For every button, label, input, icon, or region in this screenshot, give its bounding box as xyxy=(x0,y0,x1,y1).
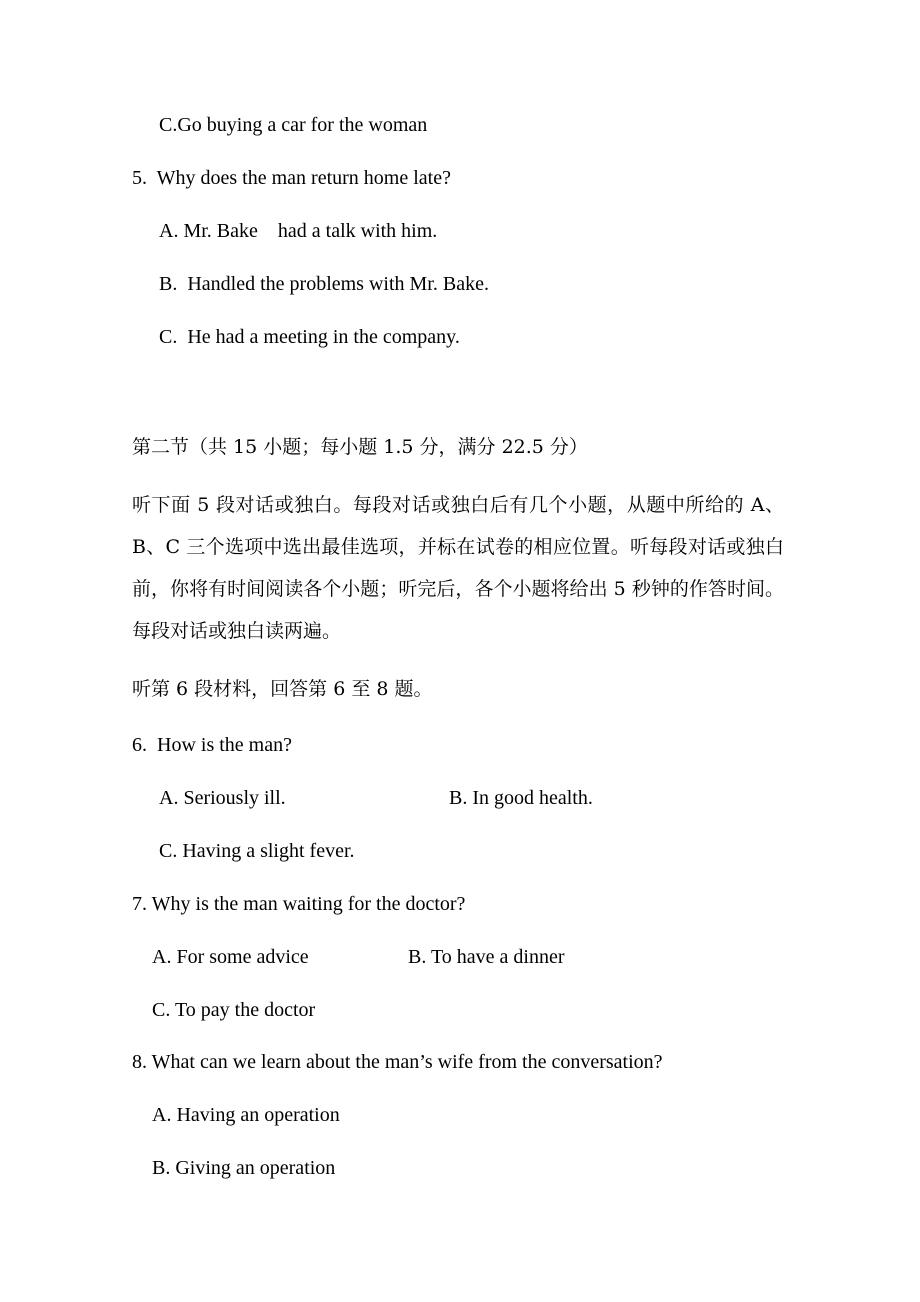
q7-option-a: A. For some advice xyxy=(152,946,309,968)
section-2-heading: 第二节（共 15 小题；每小题 1.5 分，满分 22.5 分） xyxy=(132,436,588,458)
q6-option-c: C. Having a slight fever. xyxy=(159,840,355,862)
q4-option-c: C.Go buying a car for the woman xyxy=(159,114,428,136)
q6-option-a: A. Seriously ill. xyxy=(159,787,286,809)
q7-question: 7. Why is the man waiting for the doctor? xyxy=(132,893,466,915)
q7-option-b: B. To have a dinner xyxy=(408,946,565,968)
q5-question: 5. Why does the man return home late? xyxy=(132,167,451,189)
q5-option-c: C. He had a meeting in the company. xyxy=(159,326,460,348)
q6-question: 6. How is the man? xyxy=(132,734,292,756)
q8-question: 8. What can we learn about the man’s wife from the conversation? xyxy=(132,1051,663,1073)
q5-option-b: B. Handled the problems with Mr. Bake. xyxy=(159,273,489,295)
q8-option-b: B. Giving an operation xyxy=(152,1157,336,1179)
q6-option-b: B. In good health. xyxy=(449,787,593,809)
q8-option-a: A. Having an operation xyxy=(152,1104,340,1126)
section-2-instructions: 听下面 5 段对话或独白。每段对话或独白后有几个小题，从题中所给的 A、B、C 三个选项中选出最佳选项，并标在试卷的相应位置。听每段对话或独白前，你将有时间阅读各个小题；听完后，各个小题将给出 5 秒钟的作答时间。每段对话或独白读两遍。 xyxy=(132,494,784,642)
q7-option-c: C. To pay the doctor xyxy=(152,999,316,1021)
material-6-instruction: 听第 6 段材料，回答第 6 至 8 题。 xyxy=(132,678,433,700)
q5-option-a: A. Mr. Bake had a talk with him. xyxy=(159,220,438,242)
